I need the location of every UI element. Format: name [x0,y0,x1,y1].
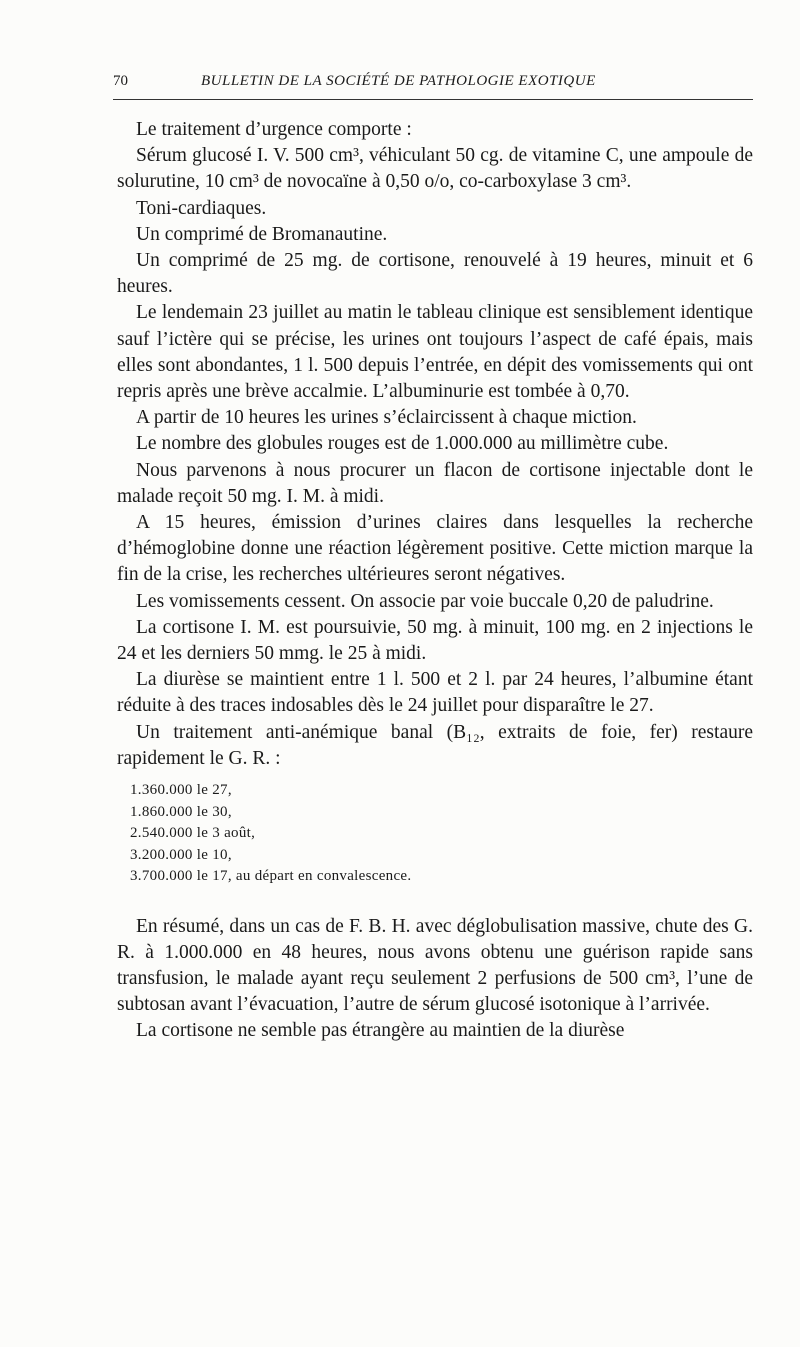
summary-paragraph: La cortisone ne semble pas étrangère au maintien de la diurèse [136,1020,625,1042]
spacer [117,888,753,914]
list-item: 3.700.000 le 17, au départ en convalescence. [130,868,412,885]
paragraph: La diurèse se maintient entre 1 l. 500 et 2 l. par 24 heures, l’albumine étant réduite à des traces indosables dès le 24 juillet pour disparaître le 27. [117,669,753,717]
paragraph: Un comprimé de 25 mg. de cortisone, renouvelé à 19 heures, minuit et 6 heures. [117,250,753,298]
list-item: 1.860.000 le 30, [130,803,232,820]
paragraph: Nous parvenons à nous procurer un flacon de cortisone injectable dont le malade reçoit 50 mg. I. M. à midi. [117,459,753,507]
list-item: 2.540.000 le 3 août, [130,825,256,842]
summary-paragraph: En résumé, dans un cas de F. B. H. avec déglobulisation massive, chute des G. R. à 1.000.000 en 48 heures, nous avons obtenu une guérison rapide sans transfusion, le malade ayant reçu seulement 2 perfusions de 500 cm³, l’une de subtosan avant l’évacuation, l’autre de sérum glucosé isotonique à l’arrivée. [117,915,753,1016]
list-item: 3.200.000 le 10, [130,846,232,863]
list-item: 1.360.000 le 27, [130,782,232,799]
journal-title: BULLETIN DE LA SOCIÉTÉ DE PATHOLOGIE EXOTIQUE [201,73,596,89]
paragraph: Les vomissements cessent. On associe par voie buccale 0,20 de paludrine. [136,590,714,612]
blood-count-list [130,780,753,888]
paragraph: Le nombre des globules rouges est de 1.000.000 au millimètre cube. [136,433,669,455]
paragraph: Un traitement anti-anémique banal (B₁₂, extraits de foie, fer) restaure rapidement le G. R. : [117,721,753,769]
paragraph: Le lendemain 23 juillet au matin le tableau clinique est sensiblement identique sauf l’ictère qui se précise, les urines ont toujours l’aspect de café épais, mais elles sont abondantes, 1 l. 500 depuis l’entrée, en dépit des vomissements qui ont repris après une brève accalmie. L’albuminurie est tombée à 0,70. [117,302,753,403]
page-number: 70 [113,73,128,89]
running-header [113,73,753,100]
article-body [117,117,753,1045]
paragraph: La cortisone I. M. est poursuivie, 50 mg. à minuit, 100 mg. en 2 injections le 24 et les derniers 50 mmg. le 25 à midi. [117,616,753,665]
paragraph: Sérum glucosé I. V. 500 cm³, véhiculant 50 cg. de vitamine C, une ampoule de solurutine, 10 cm³ de novocaïne à 0,50 o/o, co-carboxylase 3 cm³. [117,145,753,193]
paragraph: Un comprimé de Bromanautine. [136,223,388,245]
paragraph: A 15 heures, émission d’urines claires dans lesquelles la recherche d’hémoglobine donne une réaction légèrement positive. Cette miction marque la fin de la crise, les recherches ultérieures seront négatives. [117,512,753,586]
paragraph: Le traitement d’urgence comporte : [136,119,412,140]
paragraph: A partir de 10 heures les urines s’éclaircissent à chaque miction. [136,407,637,429]
paragraph: Toni-cardiaques. [136,197,267,219]
